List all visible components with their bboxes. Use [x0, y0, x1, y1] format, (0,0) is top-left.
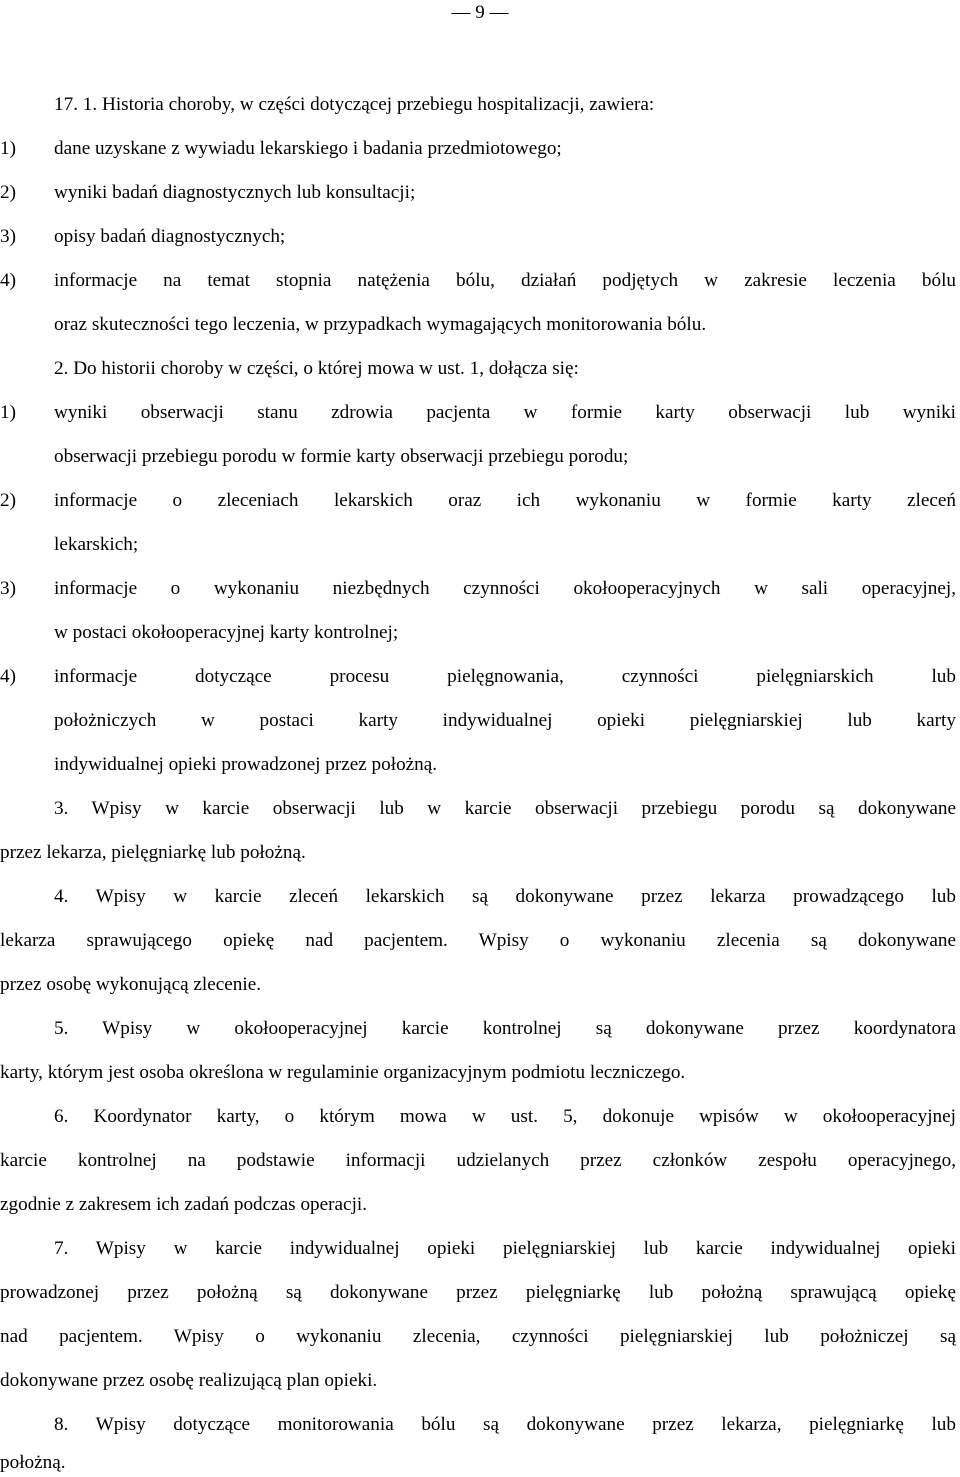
- list-item: informacje o zleceniach lekarskich oraz ich wykonaniu w formie karty zleceń: [54, 490, 956, 511]
- paragraph-7-continuation: dokonywane przez osobę realizującą plan opieki.: [0, 1370, 378, 1391]
- list-item-continuation: położniczych w postaci karty indywidualnej opieki pielęgniarskiej lub karty: [54, 710, 956, 731]
- paragraph-4-continuation: lekarza sprawującego opiekę nad pacjentem. Wpisy o wykonaniu zlecenia są dokonywane: [0, 930, 956, 951]
- paragraph-7-continuation: nad pacjentem. Wpisy o wykonaniu zlecenia, czynności pielęgniarskiej lub położniczej są: [0, 1326, 956, 1347]
- list-item-continuation: obserwacji przebiegu porodu w formie karty obserwacji przebiegu porodu;: [54, 446, 629, 467]
- list-item-continuation: w postaci okołooperacyjnej karty kontrolnej;: [54, 622, 399, 643]
- list-item-continuation: indywidualnej opieki prowadzonej przez położną.: [54, 754, 438, 775]
- paragraph-8: 8. Wpisy dotyczące monitorowania bólu są dokonywane przez lekarza, pielęgniarkę lub: [54, 1414, 956, 1435]
- list-number: 2): [0, 182, 16, 203]
- list-number: 3): [0, 226, 16, 247]
- paragraph-6-continuation: karcie kontrolnej na podstawie informacji udzielanych przez członków zespołu operacyjnego,: [0, 1150, 956, 1171]
- paragraph-3: 3. Wpisy w karcie obserwacji lub w karcie obserwacji przebiegu porodu są dokonywane: [54, 798, 956, 819]
- list-item-continuation: lekarskich;: [54, 534, 139, 555]
- list-item: opisy badań diagnostycznych;: [54, 226, 286, 247]
- list-number: 4): [0, 666, 16, 687]
- list-number: 1): [0, 138, 16, 159]
- paragraph-17-1-intro: 17. 1. Historia choroby, w części dotyczącej przebiegu hospitalizacji, zawiera:: [54, 94, 655, 115]
- paragraph-5: 5. Wpisy w okołooperacyjnej karcie kontrolnej są dokonywane przez koordynatora: [54, 1018, 956, 1039]
- paragraph-4-continuation: przez osobę wykonującą zlecenie.: [0, 974, 262, 995]
- list-item-continuation: oraz skuteczności tego leczenia, w przypadkach wymagających monitorowania bólu.: [54, 314, 707, 335]
- paragraph-7-continuation: prowadzonej przez położną są dokonywane przez pielęgniarkę lub położną sprawującą opiekę: [0, 1282, 956, 1303]
- paragraph-5-continuation: karty, którym jest osoba określona w regulaminie organizacyjnym podmiotu leczniczego.: [0, 1062, 686, 1083]
- list-number: 3): [0, 578, 16, 599]
- paragraph-8-continuation: położną.: [0, 1452, 66, 1473]
- paragraph-7: 7. Wpisy w karcie indywidualnej opieki pielęgniarskiej lub karcie indywidualnej opieki: [54, 1238, 956, 1259]
- list-number: 4): [0, 270, 16, 291]
- list-item: informacje o wykonaniu niezbędnych czynności okołooperacyjnych w sali operacyjnej,: [54, 578, 956, 599]
- list-number: 1): [0, 402, 16, 423]
- list-item: dane uzyskane z wywiadu lekarskiego i badania przedmiotowego;: [54, 138, 562, 159]
- list-number: 2): [0, 490, 16, 511]
- list-item: wyniki badań diagnostycznych lub konsultacji;: [54, 182, 416, 203]
- page-number: — 9 —: [451, 2, 509, 23]
- paragraph-6-continuation: zgodnie z zakresem ich zadań podczas operacji.: [0, 1194, 368, 1215]
- paragraph-3-continuation: przez lekarza, pielęgniarkę lub położną.: [0, 842, 306, 863]
- paragraph-6: 6. Koordynator karty, o którym mowa w ust. 5, dokonuje wpisów w okołooperacyjnej: [54, 1106, 956, 1127]
- paragraph-4: 4. Wpisy w karcie zleceń lekarskich są dokonywane przez lekarza prowadzącego lub: [54, 886, 956, 907]
- list-item: informacje na temat stopnia natężenia bólu, działań podjętych w zakresie leczenia bólu: [54, 270, 956, 291]
- paragraph-2-intro: 2. Do historii choroby w części, o której mowa w ust. 1, dołącza się:: [54, 358, 579, 379]
- list-item: informacje dotyczące procesu pielęgnowania, czynności pielęgniarskich lub: [54, 666, 956, 687]
- list-item: wyniki obserwacji stanu zdrowia pacjenta w formie karty obserwacji lub wyniki: [54, 402, 956, 423]
